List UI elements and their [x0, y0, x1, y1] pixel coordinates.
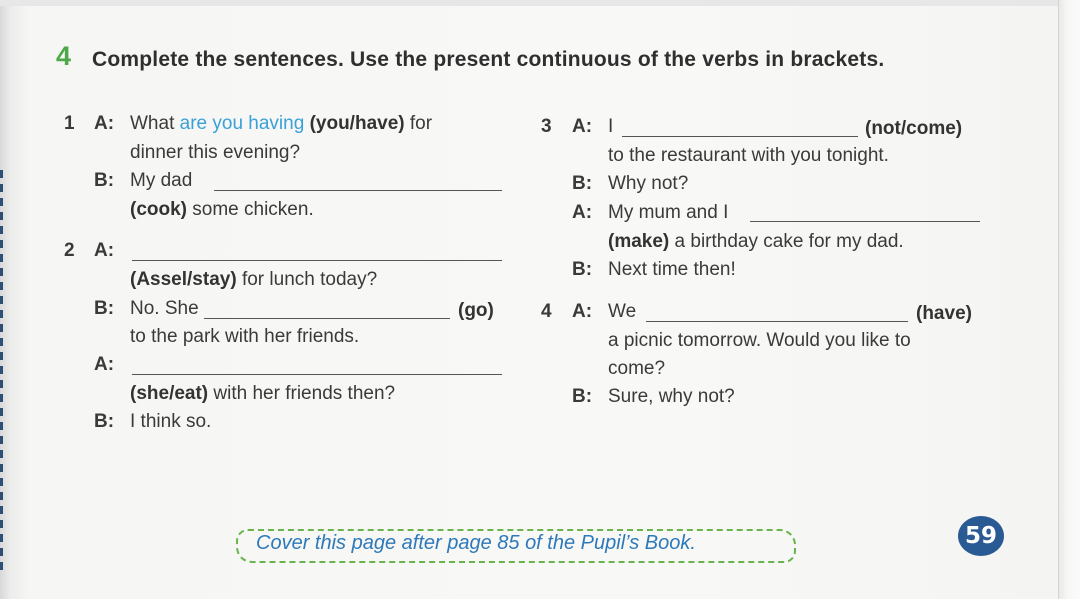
sentence-text: to the park with her friends.	[130, 326, 360, 347]
exercise-instructions: Complete the sentences. Use the present continuous of the verbs in brackets.	[92, 48, 885, 71]
item-number-2: 2	[64, 240, 75, 261]
speaker-a: A:	[572, 301, 593, 322]
speaker-b: B:	[94, 170, 115, 191]
answer-blank[interactable]	[204, 318, 450, 319]
sentence-text: come?	[608, 358, 666, 379]
sentence-text: a picnic tomorrow. Would you like to	[608, 330, 911, 351]
page-number: 59	[964, 523, 997, 549]
sentence-text: We	[608, 301, 637, 322]
speaker-a: A:	[94, 240, 115, 261]
sentence-text: No. She	[130, 298, 199, 319]
answer-blank[interactable]	[646, 321, 908, 322]
sentence-text: My mum and I	[608, 202, 729, 223]
sentence-text: for lunch today?	[241, 269, 378, 290]
verb-prompt: (you/have)	[309, 113, 405, 134]
example-answer: are you having	[179, 113, 305, 134]
sentence-text: My dad	[130, 170, 193, 191]
answer-blank[interactable]	[750, 221, 980, 222]
page-top-edge	[0, 0, 1080, 6]
speaker-a: A:	[572, 202, 593, 223]
sentence-text: Why not?	[608, 173, 689, 194]
exercise-number: 4	[56, 41, 72, 71]
sentence-text	[130, 199, 314, 221]
speaker-a: A:	[572, 116, 593, 137]
footer-note: Cover this page after page 85 of the Pupil’s Book.	[256, 532, 696, 554]
answer-blank[interactable]	[622, 136, 858, 137]
sentence-text: I	[608, 116, 614, 137]
verb-prompt: (go)	[458, 300, 494, 321]
speaker-b: B:	[572, 259, 593, 280]
page-binding-edge	[0, 170, 3, 570]
speaker-b: B:	[94, 298, 115, 319]
answer-blank[interactable]	[132, 374, 502, 375]
verb-prompt: (have)	[916, 303, 972, 324]
speaker-b: B:	[94, 411, 115, 432]
page-number-badge	[958, 516, 1004, 556]
item-number-3: 3	[541, 116, 552, 137]
sentence-text	[608, 231, 904, 253]
verb-prompt: (cook)	[130, 199, 187, 220]
speaker-b: B:	[572, 173, 593, 194]
speaker-b: B:	[572, 386, 593, 407]
sentence-text: Next time then!	[608, 259, 736, 280]
verb-prompt: (not/come)	[865, 118, 963, 139]
verb-prompt: (Assel/stay)	[130, 269, 237, 290]
sentence-text	[130, 269, 377, 291]
answer-blank[interactable]	[132, 260, 502, 261]
sentence-text: What	[130, 113, 175, 134]
sentence-text	[130, 113, 432, 135]
sentence-text: with her friends then?	[213, 383, 396, 404]
speaker-a: A:	[94, 354, 115, 375]
sentence-text: dinner this evening?	[130, 142, 301, 163]
sentence-text: for	[409, 113, 433, 134]
verb-prompt: (make)	[608, 231, 670, 252]
answer-blank[interactable]	[214, 190, 502, 191]
sentence-text: some chicken.	[192, 199, 314, 220]
page-right-edge	[1058, 0, 1080, 599]
sentence-text: to the restaurant with you tonight.	[608, 145, 889, 166]
sentence-text: I think so.	[130, 411, 212, 432]
item-number-1: 1	[64, 113, 75, 134]
item-number-4: 4	[541, 301, 552, 322]
speaker-a: A:	[94, 113, 115, 134]
verb-prompt: (she/eat)	[130, 383, 209, 404]
sentence-text	[130, 383, 395, 405]
sentence-text: Sure, why not?	[608, 386, 735, 407]
sentence-text: a birthday cake for my dad.	[674, 231, 904, 252]
